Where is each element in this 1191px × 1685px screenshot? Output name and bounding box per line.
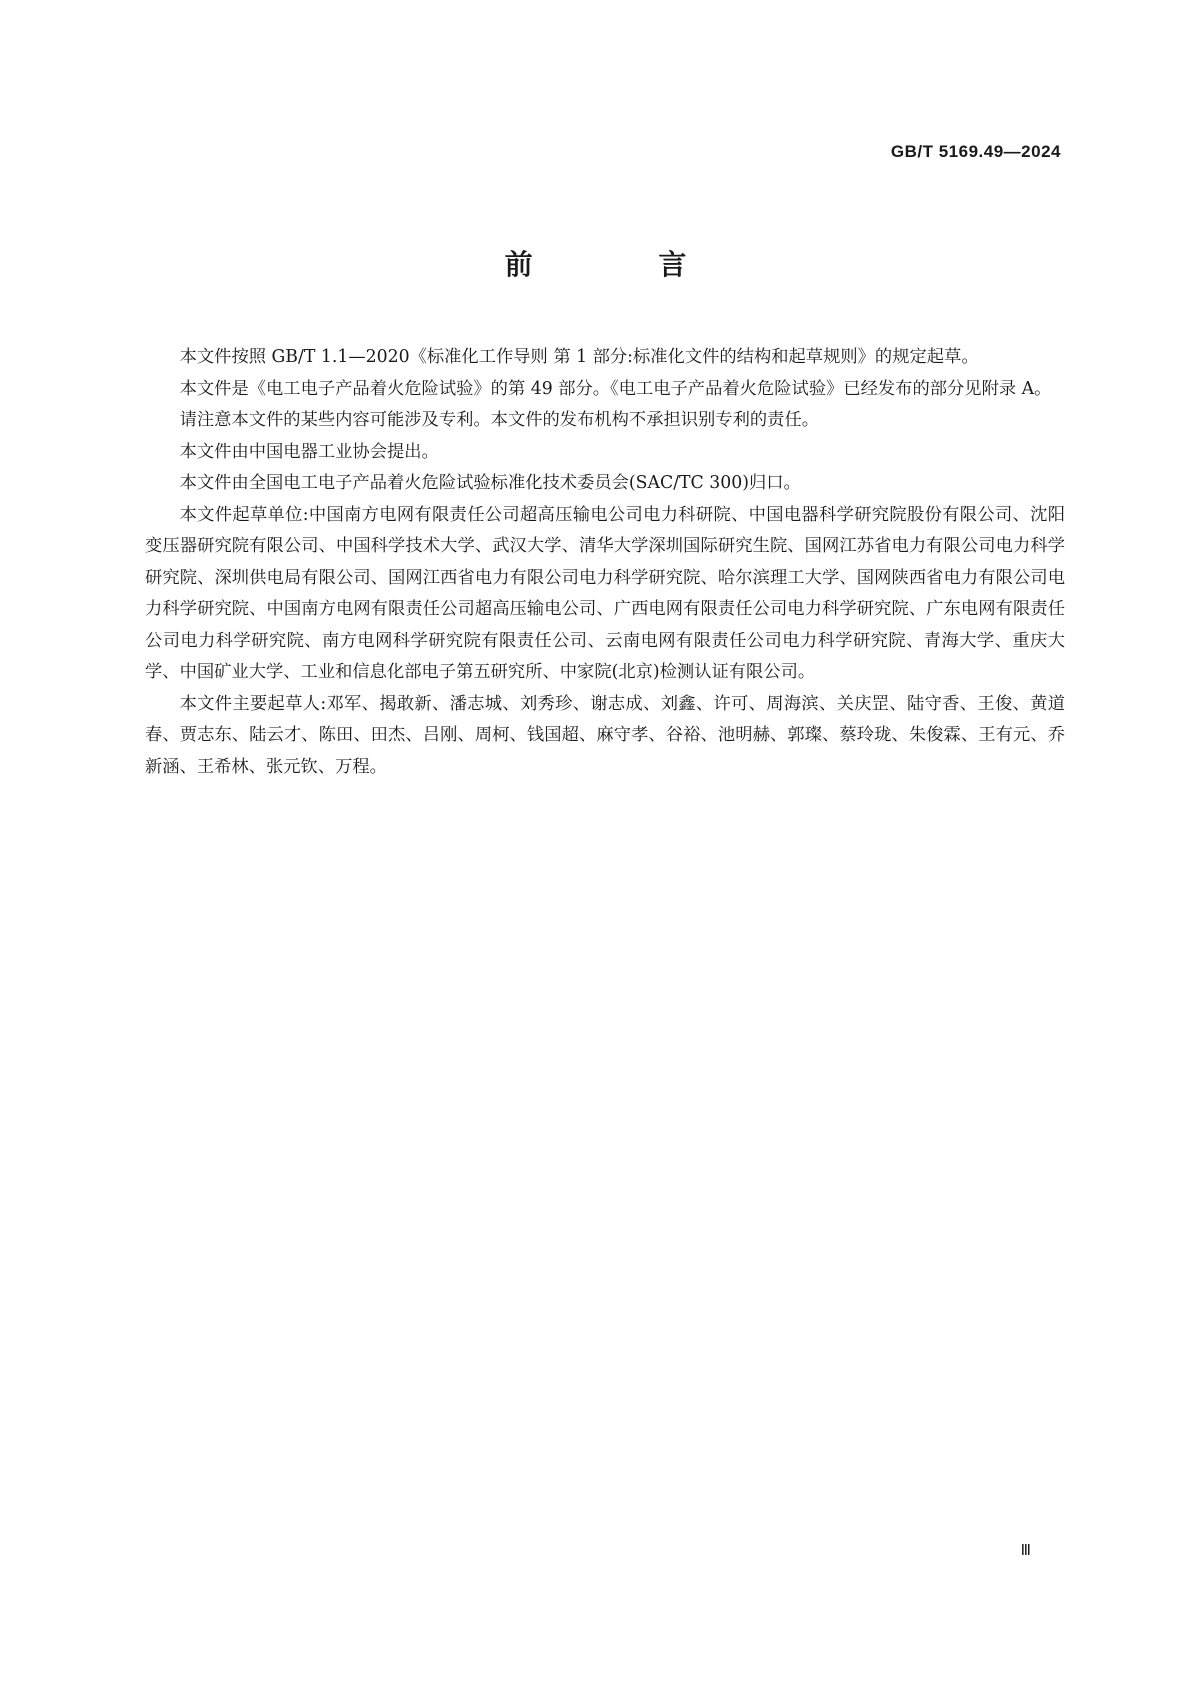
page-title: 前 言 xyxy=(504,248,745,281)
paragraph-series-part: 本文件是《电工电子产品着火危险试验》的第 49 部分。《电工电子产品着火危险试验》已经发布的部分见附录 A。 xyxy=(179,378,1052,399)
paragraph-proposer: 本文件由中国电器工业协会提出。 xyxy=(179,441,439,462)
paragraph-drafters: 本文件主要起草人:邓军、揭敢新、潘志城、刘秀珍、谢志成、刘鑫、许可、周海滨、关庆罡、陆守香、王俊、黄道春、贾志东、陆云才、陈田、田杰、吕刚、周柯、钱国超、麻守孝、谷裕、池明赫、郭璨、蔡玲珑、朱俊霖、王有元、乔新涵、王希林、张元钦、万程。 xyxy=(145,693,1065,777)
standard-number: GB/T 5169.49—2024 xyxy=(890,142,1061,161)
paragraph-patent-notice: 请注意本文件的某些内容可能涉及专利。本文件的发布机构不承担识别专利的责任。 xyxy=(179,410,820,430)
paragraph-committee: 本文件由全国电工电子产品着火危险试验标准化技术委员会(SAC/TC 300)归口。 xyxy=(179,473,801,493)
page-number: Ⅲ xyxy=(1020,1543,1031,1559)
paragraph-drafting-rules: 本文件按照 GB/T 1.1—2020《标准化工作导则 第 1 部分:标准化文件的结构和起草规则》的规定起草。 xyxy=(179,347,979,367)
paragraph-drafting-units: 本文件起草单位:中国南方电网有限责任公司超高压输电公司电力科研院、中国电器科学研究院股份有限公司、沈阳变压器研究院有限公司、中国科学技术大学、武汉大学、清华大学深圳国际研究生院、国网江苏省电力有限公司电力科学研究院、深圳供电局有限公司、国网江西省电力有限公司电力科学研究院、哈尔滨理工大学、国网陕西省电力有限公司电力科学研究院、中国南方电网有限责任公司超高压输电公司、广西电网有限责任公司电力科学研究院、广东电网有限责任公司电力科学研究院、南方电网科学研究院有限责任公司、云南电网有限责任公司电力科学研究院、青海大学、重庆大学、中国矿业大学、工业和信息化部电子第五研究所、中家院(北京)检测认证有限公司。 xyxy=(145,504,1065,682)
preface-body xyxy=(145,342,1065,783)
